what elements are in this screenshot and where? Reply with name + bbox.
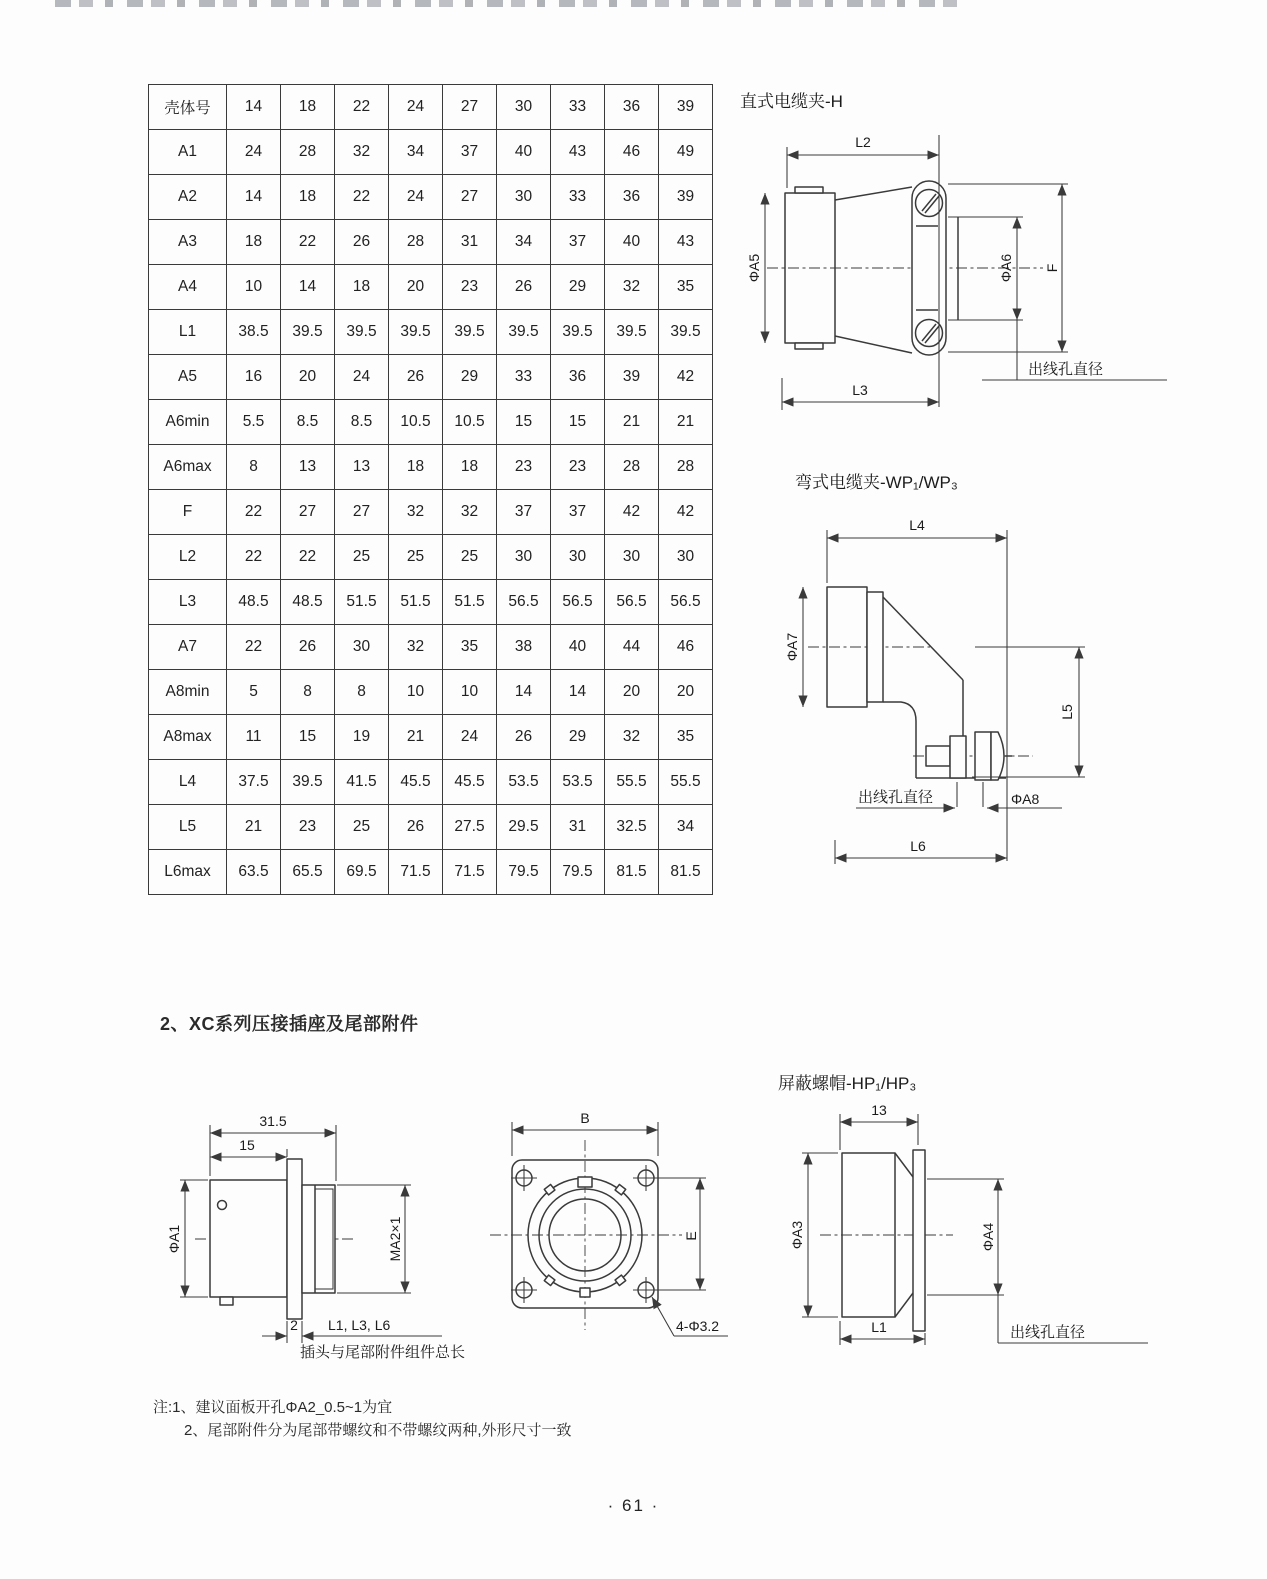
table-cell: 20 [605, 670, 659, 715]
straight-clamp-diagram [735, 83, 1180, 433]
table-cell: 22 [281, 220, 335, 265]
table-cell: 30 [497, 535, 551, 580]
table-row-label: A3 [149, 220, 227, 265]
table-row [149, 850, 713, 895]
table-cell: 27 [335, 490, 389, 535]
table-cell: 14 [227, 175, 281, 220]
table-cell: 39.5 [551, 310, 605, 355]
note-2: 2、尾部附件分为尾部带螺纹和不带螺纹两种,外形尺寸一致 [184, 1422, 572, 1439]
table-cell: 8 [335, 670, 389, 715]
table-cell: 26 [497, 715, 551, 760]
shield-nut-diagram [758, 1053, 1158, 1378]
table-cell: 46 [605, 130, 659, 175]
table-cell: 51.5 [443, 580, 497, 625]
table-cell: 56.5 [605, 580, 659, 625]
table-cell: 45.5 [443, 760, 497, 805]
table-row [149, 625, 713, 670]
dim-a3: ΦA3 [789, 1220, 805, 1250]
table-row-label: L1 [149, 310, 227, 355]
table-row [149, 310, 713, 355]
table-cell: 39 [605, 355, 659, 400]
dim-l1: L1 [871, 1319, 887, 1335]
dim-a8: ΦA8 [1011, 791, 1040, 807]
table-row-label: L5 [149, 805, 227, 850]
table-cell: 27 [443, 85, 497, 130]
table-cell: 14 [227, 85, 281, 130]
table-row-label: A4 [149, 265, 227, 310]
table-cell: 53.5 [551, 760, 605, 805]
table-row-label: A6max [149, 445, 227, 490]
table-cell: 15 [281, 715, 335, 760]
table-row-label: L3 [149, 580, 227, 625]
table-cell: 25 [335, 805, 389, 850]
table-cell: 37 [443, 130, 497, 175]
table-cell: 22 [227, 535, 281, 580]
table-cell: 45.5 [389, 760, 443, 805]
dim-31-5: 31.5 [259, 1113, 287, 1129]
table-row-label: A7 [149, 625, 227, 670]
table-cell: 13 [335, 445, 389, 490]
table-cell: 39.5 [497, 310, 551, 355]
table-row-label: A8min [149, 670, 227, 715]
dim-13: 13 [871, 1102, 887, 1118]
table-cell: 22 [335, 175, 389, 220]
dim-a7: ΦA7 [784, 632, 800, 662]
dim-f: F [1044, 263, 1060, 273]
table-cell: 51.5 [389, 580, 443, 625]
bottom-tab [580, 1288, 590, 1297]
table-cell: 8.5 [335, 400, 389, 445]
straight-clamp-title: 直式电缆夹-H [740, 92, 843, 111]
table-cell: 26 [389, 355, 443, 400]
section-heading: 2、XC系列压接插座及尾部附件 [160, 1014, 419, 1034]
table-cell: 39.5 [443, 310, 497, 355]
table-cell: 30 [497, 85, 551, 130]
table-cell: 39 [659, 85, 713, 130]
table-cell: 56.5 [497, 580, 551, 625]
dim-l2: L2 [855, 134, 871, 150]
table-cell: 10.5 [443, 400, 497, 445]
table-cell: 18 [389, 445, 443, 490]
table-cell: 18 [281, 175, 335, 220]
table-cell: 31 [551, 805, 605, 850]
table-row-label: A6min [149, 400, 227, 445]
table-cell: 41.5 [335, 760, 389, 805]
table-row [149, 85, 713, 130]
notes-block [153, 1396, 572, 1442]
table-cell: 34 [659, 805, 713, 850]
table-cell: 21 [389, 715, 443, 760]
table-cell: 11 [227, 715, 281, 760]
outlet-hole-label: 出线孔直径 [858, 789, 934, 806]
table-row-label: L4 [149, 760, 227, 805]
table-row-label: L6max [149, 850, 227, 895]
assembly-length-caption: 插头与尾部附件组件总长 [300, 1344, 466, 1361]
dim-l4: L4 [909, 517, 925, 533]
table-cell: 26 [497, 265, 551, 310]
table-cell: 23 [497, 445, 551, 490]
bent-clamp-title: 弯式电缆夹-WP₁/WP₃ [795, 473, 958, 492]
dim-a5: ΦA5 [746, 253, 762, 283]
dim-4-holes: 4-Φ3.2 [676, 1318, 720, 1334]
table-row [149, 670, 713, 715]
dim-l6: L6 [910, 838, 926, 854]
table-cell: 39.5 [281, 310, 335, 355]
table-cell: 30 [497, 175, 551, 220]
table-cell: 28 [605, 445, 659, 490]
table-cell: 53.5 [497, 760, 551, 805]
table-cell: 48.5 [227, 580, 281, 625]
table-cell: 48.5 [281, 580, 335, 625]
table-cell: 8 [281, 670, 335, 715]
table-cell: 32 [389, 490, 443, 535]
table-cell: 33 [497, 355, 551, 400]
table-cell: 27 [443, 175, 497, 220]
table-cell: 36 [605, 85, 659, 130]
table-cell: 36 [551, 355, 605, 400]
dim-e: E [683, 1231, 699, 1241]
table-cell: 14 [281, 265, 335, 310]
table-cell: 10 [389, 670, 443, 715]
table-row-label: A5 [149, 355, 227, 400]
table-row [149, 760, 713, 805]
table-cell: 42 [659, 355, 713, 400]
table-cell: 23 [551, 445, 605, 490]
table-cell: 25 [443, 535, 497, 580]
table-cell: 15 [497, 400, 551, 445]
table-cell: 36 [605, 175, 659, 220]
table-cell: 22 [227, 625, 281, 670]
table-row [149, 400, 713, 445]
table-cell: 63.5 [227, 850, 281, 895]
shield-nut-title: 屏蔽螺帽-HP₁/HP₃ [778, 1074, 917, 1093]
table-cell: 44 [605, 625, 659, 670]
table-cell: 29 [551, 715, 605, 760]
keyway-notch [578, 1177, 592, 1187]
table-cell: 27 [281, 490, 335, 535]
table-cell: 39.5 [659, 310, 713, 355]
table-cell: 30 [551, 535, 605, 580]
dim-a6: ΦA6 [998, 253, 1014, 283]
table-cell: 37 [551, 220, 605, 265]
table-cell: 32 [605, 265, 659, 310]
table-cell: 20 [281, 355, 335, 400]
dim-15: 15 [239, 1137, 255, 1153]
table-cell: 20 [659, 670, 713, 715]
table-row-label: 壳体号 [149, 85, 227, 130]
table-cell: 26 [335, 220, 389, 265]
table-cell: 28 [281, 130, 335, 175]
dimension-table [148, 84, 713, 895]
table-cell: 81.5 [605, 850, 659, 895]
table-cell: 34 [497, 220, 551, 265]
table-cell: 51.5 [335, 580, 389, 625]
table-cell: 31 [443, 220, 497, 265]
table-cell: 28 [389, 220, 443, 265]
straight-clamp-drawing [746, 134, 1167, 410]
table-cell: 69.5 [335, 850, 389, 895]
bent-clamp-drawing [784, 517, 1085, 864]
table-row [149, 355, 713, 400]
table-cell: 40 [551, 625, 605, 670]
table-cell: 32 [389, 625, 443, 670]
shield-nut-drawing [789, 1102, 1148, 1345]
table-cell: 24 [389, 85, 443, 130]
table-row-label: L2 [149, 535, 227, 580]
dim-l5: L5 [1059, 704, 1075, 720]
table-row [149, 715, 713, 760]
table-cell: 33 [551, 175, 605, 220]
dim-2: 2 [290, 1317, 298, 1333]
table-cell: 27.5 [443, 805, 497, 850]
table-cell: 29.5 [497, 805, 551, 850]
table-row [149, 130, 713, 175]
table-cell: 49 [659, 130, 713, 175]
table-cell: 22 [281, 535, 335, 580]
dim-b: B [580, 1110, 590, 1126]
table-cell: 39.5 [389, 310, 443, 355]
table-cell: 23 [281, 805, 335, 850]
table-cell: 38.5 [227, 310, 281, 355]
table-cell: 20 [389, 265, 443, 310]
table-cell: 14 [497, 670, 551, 715]
table-cell: 37.5 [227, 760, 281, 805]
table-cell: 81.5 [659, 850, 713, 895]
table-cell: 10.5 [389, 400, 443, 445]
table-cell: 65.5 [281, 850, 335, 895]
table-cell: 23 [443, 265, 497, 310]
table-row [149, 805, 713, 850]
table-cell: 21 [605, 400, 659, 445]
table-cell: 39 [659, 175, 713, 220]
table-cell: 24 [389, 175, 443, 220]
table-cell: 21 [227, 805, 281, 850]
table-cell: 15 [551, 400, 605, 445]
table-cell: 10 [227, 265, 281, 310]
table-cell: 21 [659, 400, 713, 445]
table-cell: 71.5 [389, 850, 443, 895]
table-cell: 24 [443, 715, 497, 760]
table-cell: 37 [497, 490, 551, 535]
table-cell: 10 [443, 670, 497, 715]
plug-side-drawing [166, 1113, 465, 1361]
table-cell: 39.5 [281, 760, 335, 805]
table-cell: 71.5 [443, 850, 497, 895]
dim-ma2x1: MA2×1 [387, 1216, 403, 1262]
table-cell: 30 [335, 625, 389, 670]
table-cell: 5 [227, 670, 281, 715]
table-cell: 43 [551, 130, 605, 175]
table-cell: 14 [551, 670, 605, 715]
table-cell: 32.5 [605, 805, 659, 850]
table-row [149, 175, 713, 220]
table-cell: 56.5 [551, 580, 605, 625]
table-cell: 32 [335, 130, 389, 175]
table-cell: 34 [389, 130, 443, 175]
table-cell: 19 [335, 715, 389, 760]
table-cell: 24 [227, 130, 281, 175]
table-row [149, 445, 713, 490]
table-cell: 35 [659, 265, 713, 310]
dim-a4: ΦA4 [980, 1222, 996, 1252]
outlet-hole-label: 出线孔直径 [1010, 1324, 1086, 1341]
table-cell: 18 [281, 85, 335, 130]
table-cell: 5.5 [227, 400, 281, 445]
table-row [149, 265, 713, 310]
table-cell: 18 [443, 445, 497, 490]
table-cell: 79.5 [551, 850, 605, 895]
table-cell: 8 [227, 445, 281, 490]
table-row [149, 580, 713, 625]
table-row-label: A2 [149, 175, 227, 220]
table-cell: 28 [659, 445, 713, 490]
table-cell: 56.5 [659, 580, 713, 625]
cap-profile [991, 732, 1004, 780]
table-cell: 55.5 [605, 760, 659, 805]
table-cell: 25 [335, 535, 389, 580]
table-cell: 13 [281, 445, 335, 490]
table-cell: 40 [497, 130, 551, 175]
table-cell: 30 [605, 535, 659, 580]
table-cell: 40 [605, 220, 659, 265]
flange-front-drawing [490, 1110, 728, 1336]
flange-front-diagram [470, 1090, 765, 1365]
table-cell: 8.5 [281, 400, 335, 445]
table-row [149, 220, 713, 265]
table-cell: 39.5 [605, 310, 659, 355]
outlet-hole-label: 出线孔直径 [1028, 361, 1104, 378]
table-cell: 35 [659, 715, 713, 760]
table-cell: 32 [443, 490, 497, 535]
table-cell: 18 [227, 220, 281, 265]
table-cell: 22 [335, 85, 389, 130]
table-cell: 55.5 [659, 760, 713, 805]
note-1: 注:1、建议面板开孔ΦA2_0.5~1为宜 [153, 1399, 393, 1416]
table-cell: 39.5 [335, 310, 389, 355]
table-cell: 22 [227, 490, 281, 535]
clipped-header-text [55, 0, 960, 7]
dim-a1: ΦA1 [166, 1224, 182, 1254]
table-cell: 29 [551, 265, 605, 310]
bent-clamp-diagram [780, 455, 1185, 885]
table-cell: 29 [443, 355, 497, 400]
table-cell: 16 [227, 355, 281, 400]
table-cell: 24 [335, 355, 389, 400]
table-row-label: A8max [149, 715, 227, 760]
table-cell: 79.5 [497, 850, 551, 895]
table-cell: 25 [389, 535, 443, 580]
table-cell: 37 [551, 490, 605, 535]
table-cell: 46 [659, 625, 713, 670]
table-cell: 26 [389, 805, 443, 850]
table-row-label: F [149, 490, 227, 535]
table-cell: 43 [659, 220, 713, 265]
table-cell: 35 [443, 625, 497, 670]
table-row [149, 490, 713, 535]
table-cell: 26 [281, 625, 335, 670]
dim-l3: L3 [852, 382, 868, 398]
plug-side-diagram [150, 1093, 485, 1368]
table-cell: 42 [659, 490, 713, 535]
table-cell: 38 [497, 625, 551, 670]
dim-l1-l3-l6: L1, L3, L6 [328, 1317, 391, 1333]
table-cell: 33 [551, 85, 605, 130]
table-cell: 42 [605, 490, 659, 535]
page-number: · 61 · [607, 1496, 660, 1515]
table-cell: 32 [605, 715, 659, 760]
table-row [149, 535, 713, 580]
table-row-label: A1 [149, 130, 227, 175]
table-cell: 18 [335, 265, 389, 310]
table-cell: 30 [659, 535, 713, 580]
